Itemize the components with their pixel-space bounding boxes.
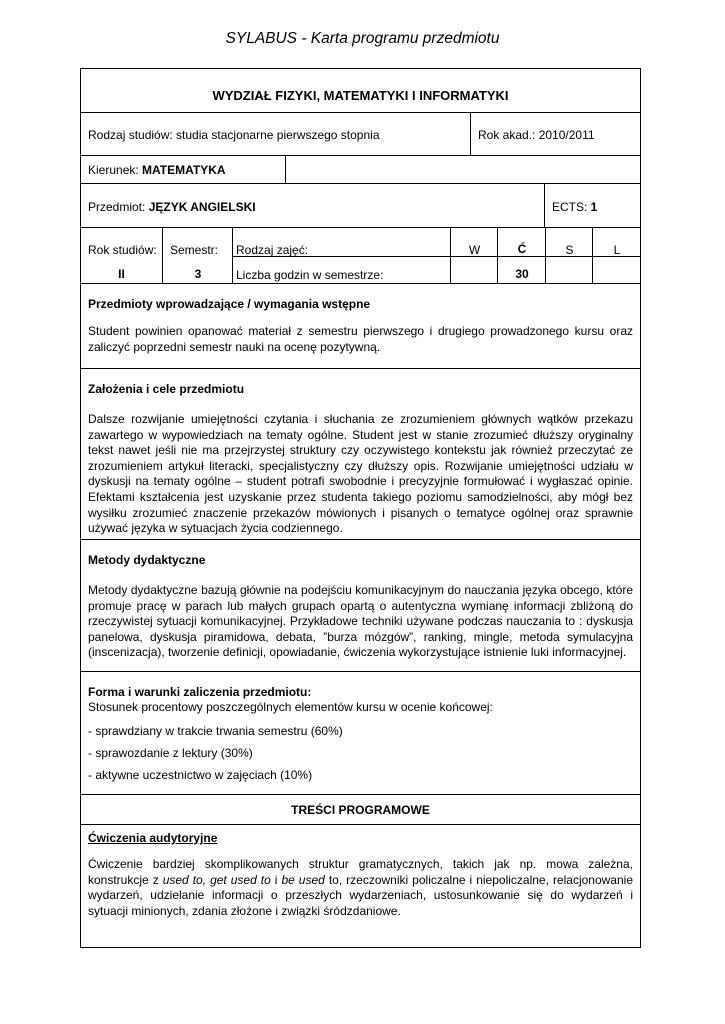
faculty-name: WYDZIAŁ FIZYKI, MATEMATYKI I INFORMATYKI [212, 88, 509, 103]
schedule-divider [232, 256, 640, 257]
field-of-study [88, 163, 226, 177]
program-text-emphasis: used to, get used to [162, 872, 271, 887]
assessment-item: - aktywne uczestnictwo w zajęciach (10%) [88, 768, 313, 782]
program-text-part: Ćwiczenie bardziej skomplikowanych struktur gramatycznych, takich jak np. mowa zależna, konstrukcje z [88, 857, 633, 887]
page-title: SYLABUS - Karta programu przedmiotu [225, 30, 500, 47]
program-heading: TREŚCI PROGRAMOWE [291, 803, 430, 817]
program-heading-row [81, 795, 640, 825]
faculty-row [81, 69, 640, 113]
prereq-text: Student powinien opanować materiał z semestru pierwszego i drugiego prowadzonego kursu oraz zaliczyć poprzedni semestr nauki na ocenę pozytywną. [88, 324, 633, 354]
year-label: Rok studiów: [88, 243, 157, 257]
year-value: II [118, 267, 125, 281]
schedule-block [81, 228, 640, 284]
col-w: W [468, 243, 481, 257]
subject-value: JĘZYK ANGIELSKI [148, 200, 256, 214]
assessment-heading: Forma i warunki zaliczenia przedmiotu: [88, 685, 312, 699]
study-type-row [81, 113, 640, 156]
subject-label: Przedmiot: [88, 200, 149, 214]
program-text-part: i [270, 872, 282, 887]
col-l: L [613, 243, 621, 257]
program-text-emphasis: be used [281, 872, 325, 887]
subject-row [81, 184, 640, 228]
goals-text: Dalsze rozwijanie umiejętności czytania i słuchania ze zrozumieniem głównych wątków przekazu zawartego w wypowiedziach na tematy ogólne. Student jest w stanie zrozumieć dłuższy oryginalny tekst nawet jeśli nie ma przejrzystej struktury czy oczywistego kontekstu jak również przeczytać ze zrozumieniem artykuł literacki, specjalistyczny czy dłuższy opis. Rozwijanie umiejętności udziału w dyskusji na tematy ogólne – student potrafi swobodnie i precyzyjnie formułować i wygłaszać opinie. Efektami kształcenia jest uzyskanie przez studenta takiego poziomu samodzielności, aby mógł bez wysiłku zrozumieć znaczenie przekazów mówionych i pisanych o tematyce ogólnej oraz sprawnie używać języka w sytuacjach życia codziennego. [88, 412, 633, 536]
c-hours: 30 [515, 267, 529, 281]
ects-label: ECTS: [552, 200, 591, 214]
goals-section [81, 369, 640, 540]
assessment-section [81, 672, 640, 795]
ects [552, 200, 597, 214]
semester-label: Semestr: [170, 243, 219, 257]
class-type-label: Rodzaj zajęć: [236, 243, 309, 257]
subject [88, 200, 256, 214]
assessment-item: - sprawdziany w trakcie trwania semestru (60%) [88, 724, 343, 738]
syllabus-table [80, 68, 641, 948]
field-label: Kierunek: [88, 163, 143, 177]
program-section [81, 825, 640, 947]
assessment-intro: Stosunek procentowy poszczególnych elementów kursu w ocenie końcowej: [88, 700, 493, 714]
semester-value: 3 [194, 267, 202, 281]
program-text [88, 857, 633, 919]
field-row [81, 156, 640, 184]
program-subheading: Ćwiczenia audytoryjne [88, 831, 218, 845]
academic-year: Rok akad.: 2010/2011 [478, 128, 595, 142]
col-c: Ć [517, 242, 527, 256]
field-value: MATEMATYKA [142, 163, 226, 177]
prereq-heading: Przedmioty wprowadzające / wymagania wstępne [88, 297, 371, 311]
assessment-item: - sprawozdanie z lektury (30%) [88, 746, 253, 760]
ects-value: 1 [590, 200, 598, 214]
methods-section [81, 540, 640, 672]
study-type: Rodzaj studiów: studia stacjonarne pierwszego stopnia [88, 128, 380, 142]
hours-label: Liczba godzin w semestrze: [236, 268, 384, 282]
col-s: S [565, 243, 574, 257]
prereq-section [81, 284, 640, 369]
program-text-part: to, rzeczowniki policzalne i niepoliczalne, relacjonowanie wydarzeń, udzielanie informacji o przeszłych wydarzeniach, ustosunkowanie się do wydarzeń i sytuacji minionych, zdania złożone i związki śródzdaniowe. [88, 872, 633, 918]
methods-text: Metody dydaktyczne bazują głównie na podejściu komunikacyjnym do nauczania języka obcego, które promuje pracę w parach lub małych grupach opartą o autentyczna wymianę informacji zbliżoną do rzeczywistej sytuacji komunikacyjnej. Przykładowe techniki używane podczas nauczania to : dyskusja panelowa, dyskusja piramidowa, debata, ”burza mózgów”, ranking, mingle, metoda symulacyjna (inscenizacja), tworzenie definicji, opowiadanie, ćwiczenia wykorzystujące istnienie luki informacyjnej. [88, 583, 633, 660]
goals-heading: Założenia i cele przedmiotu [88, 382, 245, 396]
methods-heading: Metody dydaktyczne [88, 553, 206, 567]
